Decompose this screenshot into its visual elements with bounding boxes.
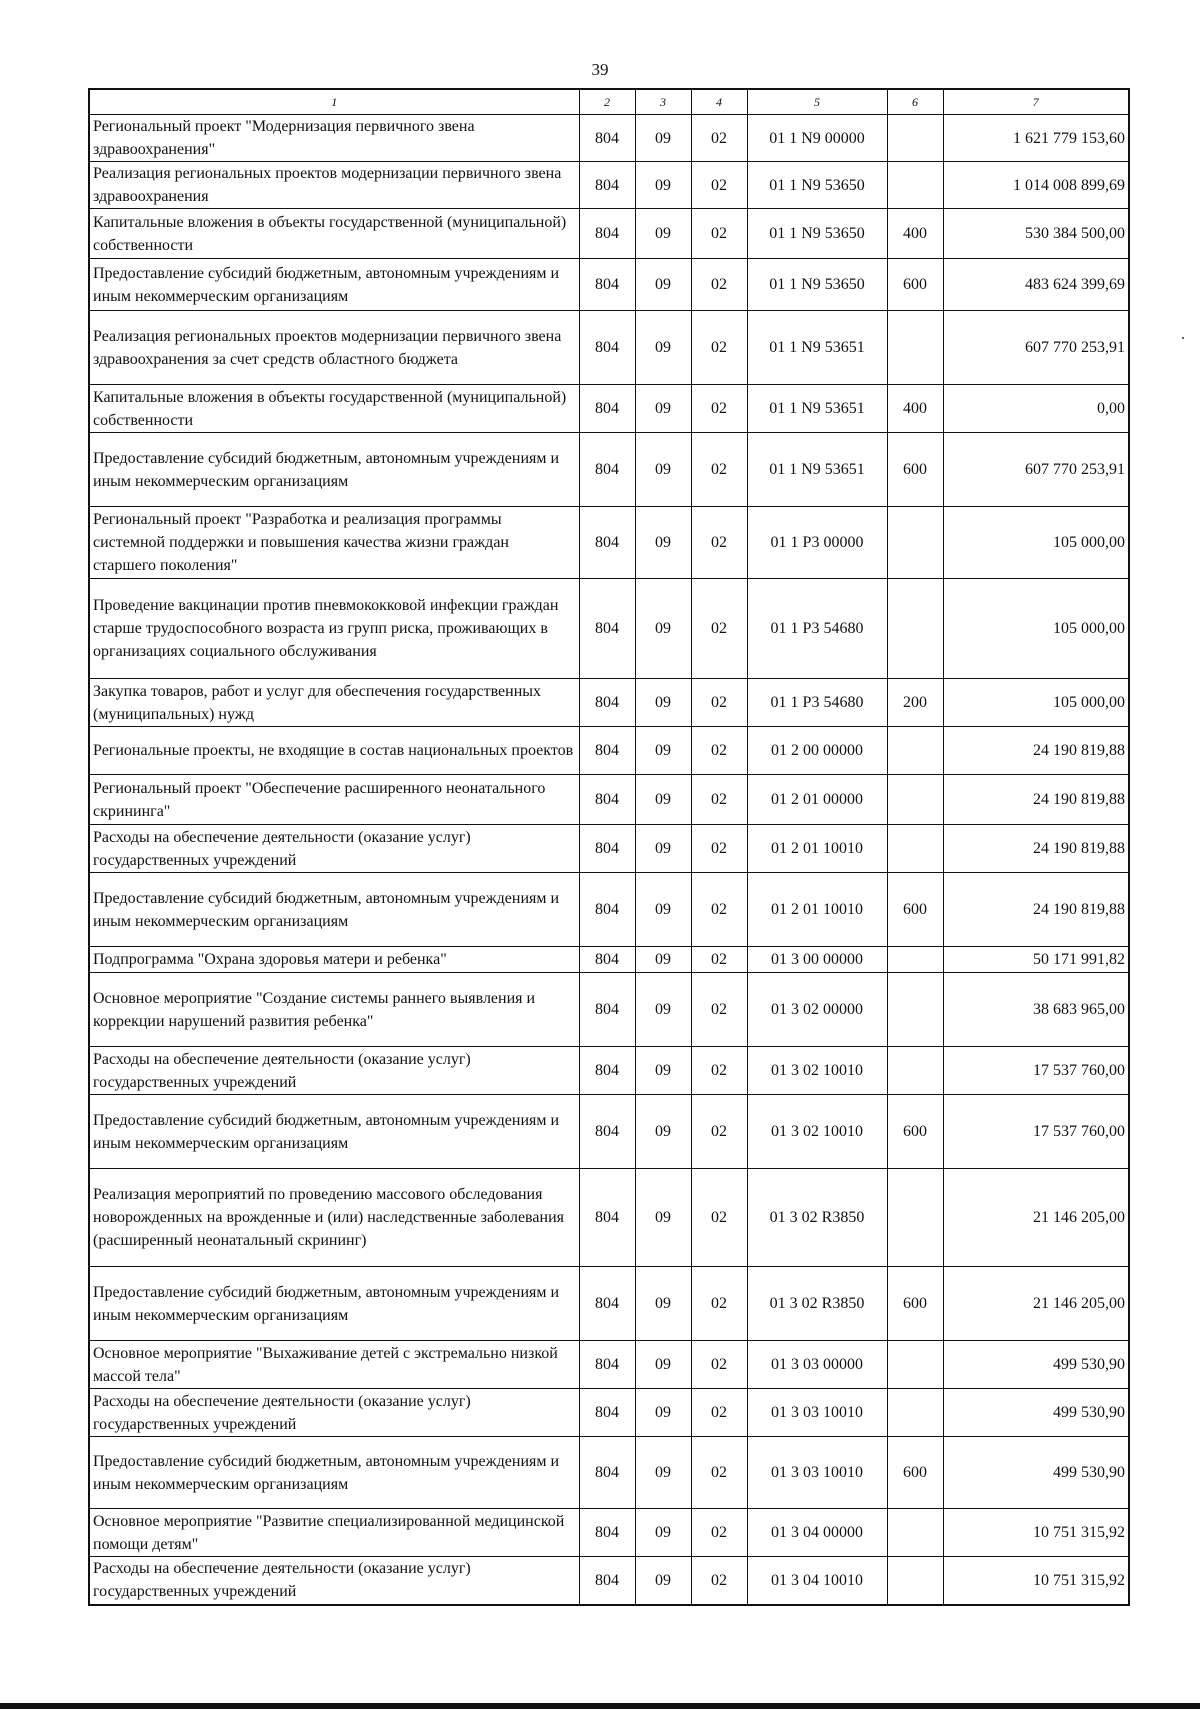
row-target-article: 01 2 01 10010 <box>747 825 887 873</box>
row-ministry-code: 804 <box>579 507 635 579</box>
row-ministry-code: 804 <box>579 727 635 775</box>
row-name: Расходы на обеспечение деятельности (оказание услуг) государственных учреждений <box>89 1047 579 1095</box>
row-subsection: 02 <box>691 873 747 947</box>
row-target-article: 01 3 04 00000 <box>747 1509 887 1557</box>
row-expense-type: 200 <box>887 679 943 727</box>
row-target-article: 01 1 N9 53651 <box>747 385 887 433</box>
row-ministry-code: 804 <box>579 775 635 825</box>
row-target-article: 01 3 03 10010 <box>747 1437 887 1509</box>
table-row <box>89 825 1129 873</box>
row-name: Реализация региональных проектов модернизации первичного звена здравоохранения за счет средств областного бюджета <box>89 311 579 385</box>
row-section: 09 <box>635 311 691 385</box>
header-col-2: 2 <box>579 89 635 115</box>
row-subsection: 02 <box>691 973 747 1047</box>
row-ministry-code: 804 <box>579 311 635 385</box>
row-name: Предоставление субсидий бюджетным, автономным учреждениям и иным некоммерческим организациям <box>89 1437 579 1509</box>
row-subsection: 02 <box>691 679 747 727</box>
row-ministry-code: 804 <box>579 679 635 727</box>
row-expense-type <box>887 1557 943 1605</box>
table-row <box>89 1389 1129 1437</box>
row-section: 09 <box>635 1047 691 1095</box>
row-target-article: 01 3 02 10010 <box>747 1047 887 1095</box>
row-target-article: 01 1 N9 00000 <box>747 115 887 162</box>
row-section: 09 <box>635 1437 691 1509</box>
row-section: 09 <box>635 579 691 679</box>
row-section: 09 <box>635 433 691 507</box>
header-col-3: 3 <box>635 89 691 115</box>
row-name: Расходы на обеспечение деятельности (оказание услуг) государственных учреждений <box>89 1557 579 1605</box>
row-name: Расходы на обеспечение деятельности (оказание услуг) государственных учреждений <box>89 825 579 873</box>
row-name: Капитальные вложения в объекты государственной (муниципальной) собственности <box>89 209 579 259</box>
row-amount: 105 000,00 <box>943 579 1129 679</box>
row-ministry-code: 804 <box>579 1437 635 1509</box>
row-name: Региональный проект "Обеспечение расширенного неонатального скрининга" <box>89 775 579 825</box>
row-subsection: 02 <box>691 1509 747 1557</box>
row-amount: 24 190 819,88 <box>943 825 1129 873</box>
header-col-6: 6 <box>887 89 943 115</box>
row-name: Расходы на обеспечение деятельности (оказание услуг) государственных учреждений <box>89 1389 579 1437</box>
row-target-article: 01 3 02 R3850 <box>747 1267 887 1341</box>
table-row <box>89 1509 1129 1557</box>
row-section: 09 <box>635 1557 691 1605</box>
row-expense-type: 600 <box>887 433 943 507</box>
row-section: 09 <box>635 973 691 1047</box>
header-row <box>89 89 1129 115</box>
row-name: Предоставление субсидий бюджетным, автономным учреждениям и иным некоммерческим организациям <box>89 1267 579 1341</box>
row-section: 09 <box>635 1389 691 1437</box>
table-row <box>89 1267 1129 1341</box>
row-ministry-code: 804 <box>579 579 635 679</box>
budget-table <box>88 88 1130 1606</box>
row-expense-type <box>887 775 943 825</box>
table-header <box>89 89 1129 115</box>
row-target-article: 01 1 N9 53650 <box>747 259 887 311</box>
row-ministry-code: 804 <box>579 1341 635 1389</box>
row-expense-type <box>887 1389 943 1437</box>
row-amount: 24 190 819,88 <box>943 727 1129 775</box>
row-amount: 0,00 <box>943 385 1129 433</box>
row-section: 09 <box>635 775 691 825</box>
row-target-article: 01 1 P3 00000 <box>747 507 887 579</box>
row-ministry-code: 804 <box>579 1047 635 1095</box>
row-name: Проведение вакцинации против пневмококковой инфекции граждан старше трудоспособного возраста из групп риска, проживающих в организациях социального обслуживания <box>89 579 579 679</box>
row-target-article: 01 2 01 10010 <box>747 873 887 947</box>
row-name: Реализация мероприятий по проведению массового обследования новорожденных на врожденные и (или) наследственные заболевания (расширенный неонатальный скрининг) <box>89 1169 579 1267</box>
row-section: 09 <box>635 385 691 433</box>
row-target-article: 01 1 P3 54680 <box>747 579 887 679</box>
row-target-article: 01 2 01 00000 <box>747 775 887 825</box>
row-expense-type <box>887 579 943 679</box>
row-subsection: 02 <box>691 385 747 433</box>
row-amount: 50 171 991,82 <box>943 947 1129 973</box>
row-ministry-code: 804 <box>579 947 635 973</box>
row-amount: 530 384 500,00 <box>943 209 1129 259</box>
row-ministry-code: 804 <box>579 1267 635 1341</box>
table-row <box>89 679 1129 727</box>
row-subsection: 02 <box>691 1557 747 1605</box>
row-target-article: 01 3 02 R3850 <box>747 1169 887 1267</box>
header-col-7: 7 <box>943 89 1129 115</box>
row-ministry-code: 804 <box>579 259 635 311</box>
row-subsection: 02 <box>691 209 747 259</box>
row-subsection: 02 <box>691 775 747 825</box>
row-name: Предоставление субсидий бюджетным, автономным учреждениям и иным некоммерческим организациям <box>89 433 579 507</box>
row-name: Капитальные вложения в объекты государственной (муниципальной) собственности <box>89 385 579 433</box>
row-section: 09 <box>635 825 691 873</box>
row-section: 09 <box>635 727 691 775</box>
table-row <box>89 1169 1129 1267</box>
row-subsection: 02 <box>691 162 747 209</box>
row-ministry-code: 804 <box>579 873 635 947</box>
row-subsection: 02 <box>691 1267 747 1341</box>
row-expense-type <box>887 825 943 873</box>
row-section: 09 <box>635 1095 691 1169</box>
row-name: Реализация региональных проектов модернизации первичного звена здравоохранения <box>89 162 579 209</box>
row-target-article: 01 3 02 00000 <box>747 973 887 1047</box>
scan-bottom-edge <box>0 1703 1200 1709</box>
table-row <box>89 311 1129 385</box>
row-ministry-code: 804 <box>579 1169 635 1267</box>
row-subsection: 02 <box>691 259 747 311</box>
row-subsection: 02 <box>691 115 747 162</box>
row-subsection: 02 <box>691 1095 747 1169</box>
table-row <box>89 162 1129 209</box>
row-target-article: 01 2 00 00000 <box>747 727 887 775</box>
row-amount: 21 146 205,00 <box>943 1169 1129 1267</box>
row-subsection: 02 <box>691 1169 747 1267</box>
row-expense-type <box>887 162 943 209</box>
row-amount: 105 000,00 <box>943 679 1129 727</box>
row-amount: 483 624 399,69 <box>943 259 1129 311</box>
table-row <box>89 973 1129 1047</box>
row-ministry-code: 804 <box>579 115 635 162</box>
row-amount: 24 190 819,88 <box>943 775 1129 825</box>
row-name: Закупка товаров, работ и услуг для обеспечения государственных (муниципальных) нужд <box>89 679 579 727</box>
row-amount: 10 751 315,92 <box>943 1509 1129 1557</box>
row-ministry-code: 804 <box>579 825 635 873</box>
row-amount: 21 146 205,00 <box>943 1267 1129 1341</box>
row-expense-type <box>887 973 943 1047</box>
row-ministry-code: 804 <box>579 162 635 209</box>
row-expense-type <box>887 1047 943 1095</box>
header-col-4: 4 <box>691 89 747 115</box>
row-amount: 24 190 819,88 <box>943 873 1129 947</box>
table-row <box>89 259 1129 311</box>
row-expense-type <box>887 507 943 579</box>
table-row <box>89 433 1129 507</box>
row-expense-type: 400 <box>887 385 943 433</box>
row-amount: 17 537 760,00 <box>943 1047 1129 1095</box>
table-row <box>89 775 1129 825</box>
row-amount: 607 770 253,91 <box>943 311 1129 385</box>
row-section: 09 <box>635 115 691 162</box>
table-row <box>89 1341 1129 1389</box>
row-expense-type <box>887 1509 943 1557</box>
table-row <box>89 727 1129 775</box>
row-name: Региональный проект "Разработка и реализация программы системной поддержки и повышения качества жизни граждан старшего поколения" <box>89 507 579 579</box>
row-name: Предоставление субсидий бюджетным, автономным учреждениям и иным некоммерческим организациям <box>89 259 579 311</box>
row-expense-type <box>887 311 943 385</box>
row-ministry-code: 804 <box>579 1095 635 1169</box>
row-subsection: 02 <box>691 825 747 873</box>
row-ministry-code: 804 <box>579 385 635 433</box>
row-amount: 499 530,90 <box>943 1389 1129 1437</box>
row-section: 09 <box>635 259 691 311</box>
row-expense-type <box>887 1169 943 1267</box>
row-expense-type: 600 <box>887 873 943 947</box>
row-section: 09 <box>635 1509 691 1557</box>
row-name: Предоставление субсидий бюджетным, автономным учреждениям и иным некоммерческим организациям <box>89 1095 579 1169</box>
row-section: 09 <box>635 209 691 259</box>
header-col-5: 5 <box>747 89 887 115</box>
row-target-article: 01 1 N9 53651 <box>747 433 887 507</box>
table-row <box>89 385 1129 433</box>
row-name: Основное мероприятие "Выхаживание детей с экстремально низкой массой тела" <box>89 1341 579 1389</box>
row-subsection: 02 <box>691 1047 747 1095</box>
row-expense-type <box>887 947 943 973</box>
row-target-article: 01 1 N9 53650 <box>747 209 887 259</box>
header-col-1: 1 <box>89 89 579 115</box>
row-subsection: 02 <box>691 579 747 679</box>
row-name: Предоставление субсидий бюджетным, автономным учреждениям и иным некоммерческим организациям <box>89 873 579 947</box>
row-section: 09 <box>635 1267 691 1341</box>
row-name: Региональный проект "Модернизация первичного звена здравоохранения" <box>89 115 579 162</box>
row-ministry-code: 804 <box>579 1389 635 1437</box>
page-number: 39 <box>591 60 609 79</box>
row-subsection: 02 <box>691 433 747 507</box>
row-name: Основное мероприятие "Создание системы раннего выявления и коррекции нарушений развития ребенка" <box>89 973 579 1047</box>
row-subsection: 02 <box>691 947 747 973</box>
row-section: 09 <box>635 1341 691 1389</box>
table-row <box>89 873 1129 947</box>
row-expense-type <box>887 115 943 162</box>
row-ministry-code: 804 <box>579 973 635 1047</box>
row-name: Региональные проекты, не входящие в состав национальных проектов <box>89 727 579 775</box>
row-amount: 607 770 253,91 <box>943 433 1129 507</box>
table-row <box>89 947 1129 973</box>
row-section: 09 <box>635 507 691 579</box>
row-expense-type: 400 <box>887 209 943 259</box>
row-target-article: 01 1 N9 53651 <box>747 311 887 385</box>
row-expense-type: 600 <box>887 259 943 311</box>
row-target-article: 01 3 00 00000 <box>747 947 887 973</box>
table-row <box>89 1047 1129 1095</box>
row-amount: 10 751 315,92 <box>943 1557 1129 1605</box>
row-section: 09 <box>635 1169 691 1267</box>
row-subsection: 02 <box>691 1437 747 1509</box>
table-row <box>89 579 1129 679</box>
row-name: Подпрограмма "Охрана здоровья матери и ребенка" <box>89 947 579 973</box>
row-subsection: 02 <box>691 1389 747 1437</box>
row-subsection: 02 <box>691 1341 747 1389</box>
row-expense-type: 600 <box>887 1437 943 1509</box>
row-target-article: 01 3 02 10010 <box>747 1095 887 1169</box>
row-amount: 17 537 760,00 <box>943 1095 1129 1169</box>
scan-speck <box>1182 337 1184 339</box>
row-amount: 499 530,90 <box>943 1341 1129 1389</box>
row-ministry-code: 804 <box>579 433 635 507</box>
row-target-article: 01 3 03 00000 <box>747 1341 887 1389</box>
row-target-article: 01 3 04 10010 <box>747 1557 887 1605</box>
table-row <box>89 1557 1129 1605</box>
row-subsection: 02 <box>691 727 747 775</box>
row-name: Основное мероприятие "Развитие специализированной медицинской помощи детям" <box>89 1509 579 1557</box>
row-expense-type <box>887 1341 943 1389</box>
row-amount: 1 014 008 899,69 <box>943 162 1129 209</box>
row-amount: 499 530,90 <box>943 1437 1129 1509</box>
row-section: 09 <box>635 873 691 947</box>
row-section: 09 <box>635 947 691 973</box>
row-ministry-code: 804 <box>579 1557 635 1605</box>
row-amount: 105 000,00 <box>943 507 1129 579</box>
table-row <box>89 115 1129 162</box>
row-target-article: 01 1 N9 53650 <box>747 162 887 209</box>
table-row <box>89 1095 1129 1169</box>
row-amount: 1 621 779 153,60 <box>943 115 1129 162</box>
row-section: 09 <box>635 679 691 727</box>
row-ministry-code: 804 <box>579 209 635 259</box>
row-amount: 38 683 965,00 <box>943 973 1129 1047</box>
table-body <box>89 115 1129 1605</box>
row-expense-type: 600 <box>887 1267 943 1341</box>
row-section: 09 <box>635 162 691 209</box>
table-row <box>89 507 1129 579</box>
table-row <box>89 209 1129 259</box>
row-target-article: 01 3 03 10010 <box>747 1389 887 1437</box>
row-subsection: 02 <box>691 311 747 385</box>
row-ministry-code: 804 <box>579 1509 635 1557</box>
row-expense-type: 600 <box>887 1095 943 1169</box>
row-subsection: 02 <box>691 507 747 579</box>
row-expense-type <box>887 727 943 775</box>
row-target-article: 01 1 P3 54680 <box>747 679 887 727</box>
table-row <box>89 1437 1129 1509</box>
